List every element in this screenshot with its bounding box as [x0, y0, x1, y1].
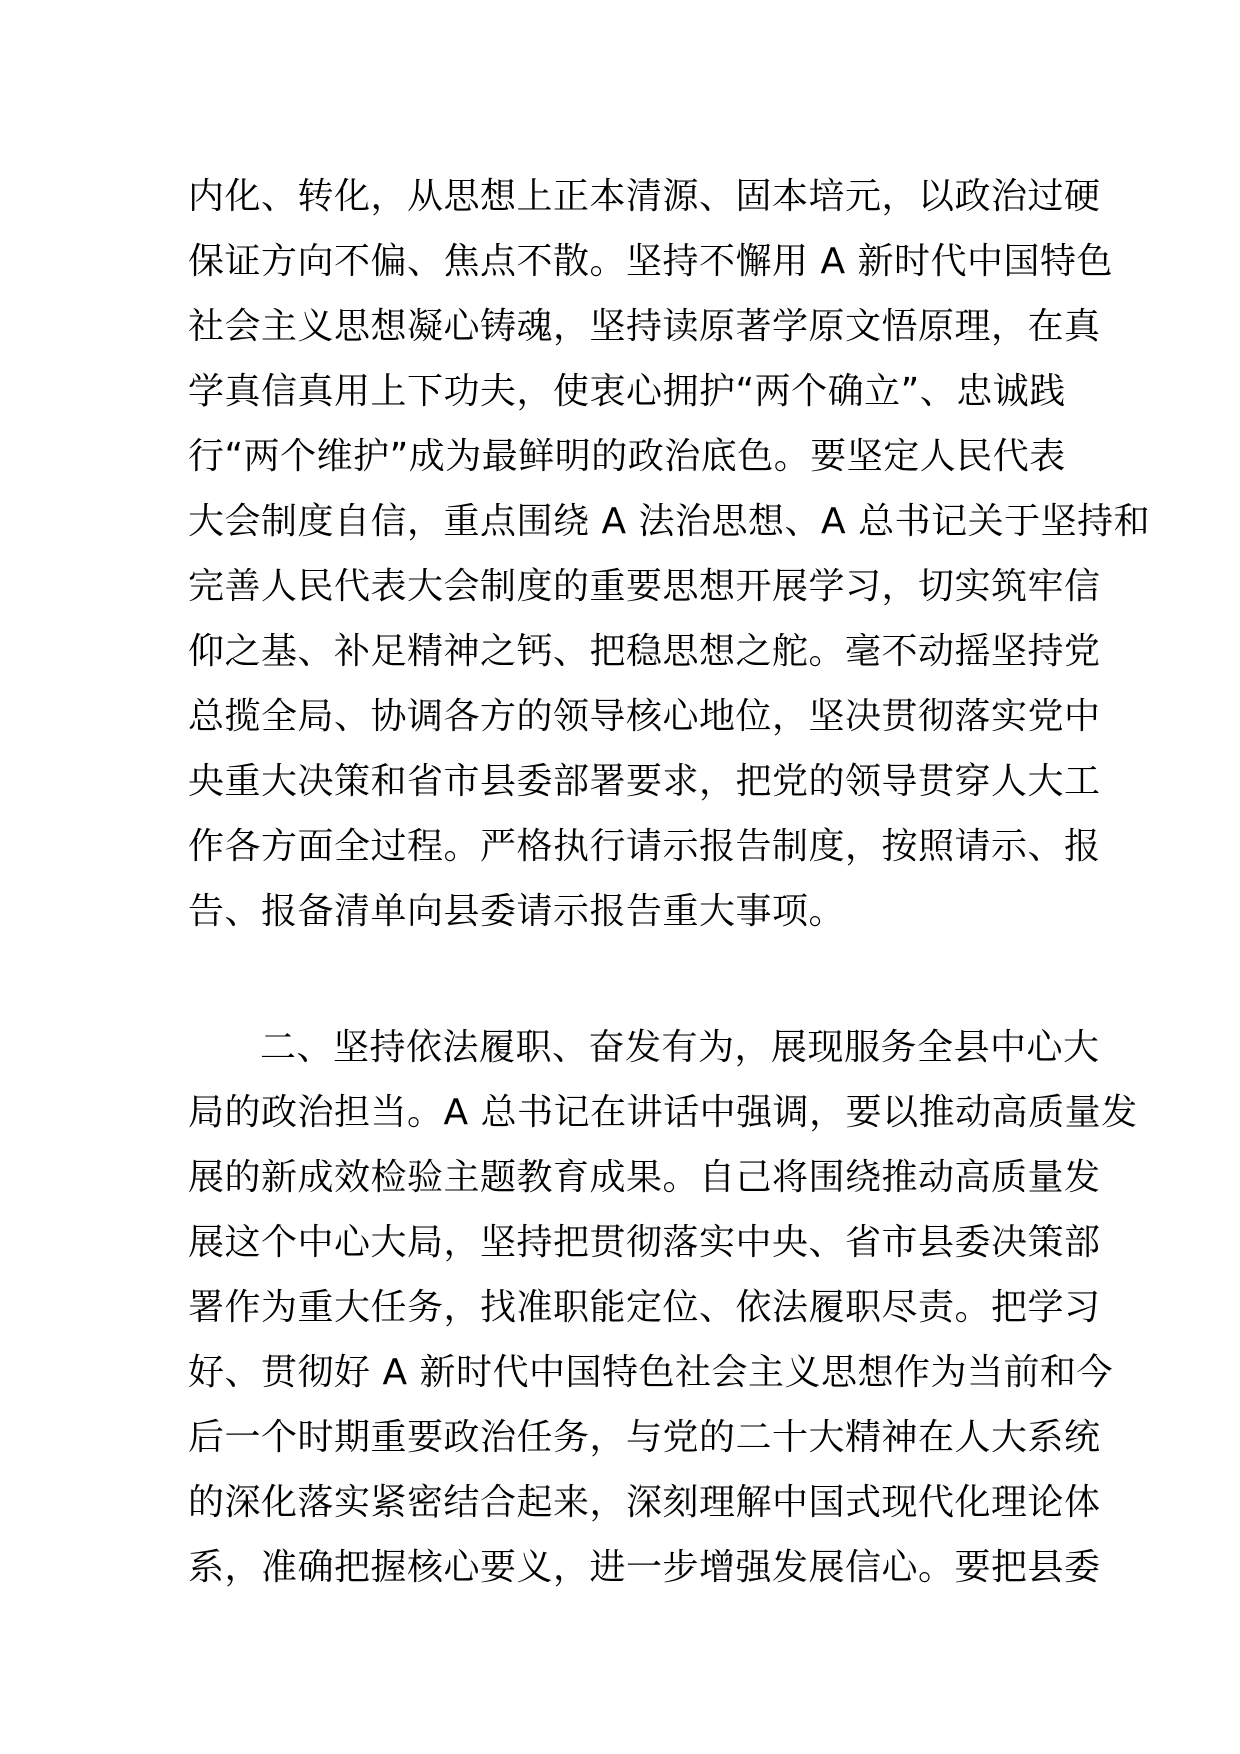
paragraph-line: 展这个中心大局，坚持把贯彻落实中央、省市县委决策部 [188, 1222, 1101, 1263]
paragraph-line: 的深化落实紧密结合起来，深刻理解中国式现代化理论体 [188, 1482, 1101, 1523]
paragraph-line: 央重大决策和省市县委部署要求，把党的领导贯穿人大工 [188, 761, 1101, 802]
paragraph-line: 好、贯彻好 A 新时代中国特色社会主义思想作为当前和今 [188, 1352, 1114, 1393]
paragraph-line: 展的新成效检验主题教育成果。自己将围绕推动高质量发 [188, 1157, 1101, 1198]
paragraph-heading-line: 二、坚持依法履职、奋发有为，展现服务全县中心大 [260, 1027, 1100, 1068]
paragraph-2 [188, 1015, 1138, 1600]
paragraph-line: 保证方向不偏、焦点不散。坚持不懈用 A 新时代中国特色 [188, 241, 1114, 282]
paragraph-line: 作各方面全过程。严格执行请示报告制度，按照请示、报 [188, 826, 1101, 867]
paragraph-line: 总揽全局、协调各方的领导核心地位，坚决贯彻落实党中 [188, 696, 1101, 737]
paragraph-line: 内化、转化，从思想上正本清源、固本培元，以政治过硬 [188, 176, 1101, 217]
paragraph-line: 社会主义思想凝心铸魂，坚持读原著学原文悟原理，在真 [188, 306, 1101, 347]
paragraph-line: 行“两个维护”成为最鲜明的政治底色。要坚定人民代表 [188, 436, 1066, 477]
paragraph-line: 局的政治担当。A 总书记在讲话中强调，要以推动高质量发 [188, 1092, 1138, 1133]
paragraph-line: 仰之基、补足精神之钙、把稳思想之舵。毫不动摇坚持党 [188, 631, 1101, 672]
paragraph-1 [188, 164, 1151, 944]
paragraph-line: 系，准确把握核心要义，进一步增强发展信心。要把县委 [188, 1547, 1101, 1588]
paragraph-line: 署作为重大任务，找准职能定位、依法履职尽责。把学习 [188, 1287, 1101, 1328]
paragraph-line: 完善人民代表大会制度的重要思想开展学习，切实筑牢信 [188, 566, 1101, 607]
paragraph-line: 学真信真用上下功夫，使衷心拥护“两个确立”、忠诚践 [188, 371, 1066, 412]
paragraph-line: 告、报备清单向县委请示报告重大事项。 [188, 891, 846, 932]
paragraph-line: 后一个时期重要政治任务，与党的二十大精神在人大系统 [188, 1417, 1101, 1458]
paragraph-line: 大会制度自信，重点围绕 A 法治思想、A 总书记关于坚持和 [188, 501, 1151, 542]
